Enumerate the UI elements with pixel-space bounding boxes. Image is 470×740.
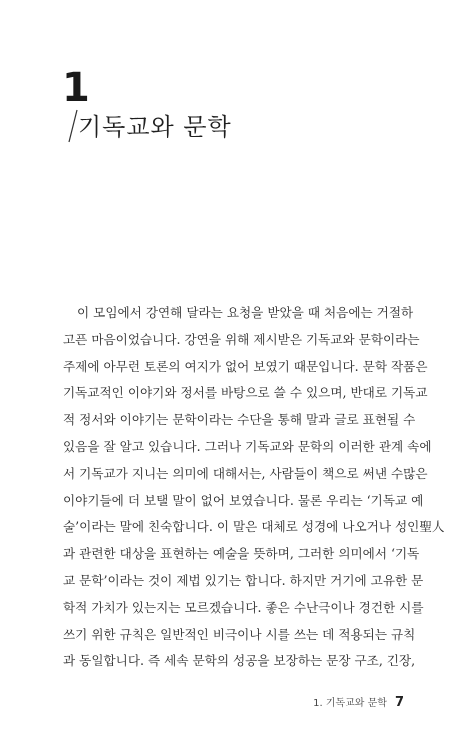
body-line: 과 동일합니다. 즉 세속 문학의 성공을 보장하는 문장 구조, 긴장,: [63, 653, 416, 669]
body-line: 학적 가치가 있는지는 모르겠습니다. 좋은 수난극이나 경건한 시를: [63, 599, 424, 615]
page-number: 7: [394, 695, 404, 710]
body-line: 기독교적인 이야기와 정서를 바탕으로 쓸 수 있으며, 반대로 기독교: [63, 385, 428, 401]
body-line: 술’이라는 말에 친숙합니다. 이 말은 대체로 성경에 나오거나 성인聖人: [63, 519, 445, 535]
body-text: [63, 300, 445, 675]
body-line: 적 정서와 이야기는 문학이라는 수단을 통해 말과 글로 표현될 수: [63, 412, 416, 428]
body-line: 서 기독교가 지니는 의미에 대해서는, 사람들이 책으로 써낸 수많은: [63, 465, 428, 481]
body-line: 고픈 마음이었습니다. 강연을 위해 제시받은 기독교와 문학이라는: [63, 331, 420, 347]
body-line: 교 문학’이라는 것이 제법 있기는 합니다. 하지만 거기에 고유한 문: [63, 572, 424, 588]
body-line: 쓰기 위한 규칙은 일반적인 비극이나 시를 쓰는 데 적용되는 규칙: [63, 626, 416, 642]
body-line: 과 관련한 대상을 표현하는 예술을 뜻하며, 그러한 의미에서 ‘기독: [63, 546, 420, 562]
body-line: 이야기들에 더 보탤 말이 없어 보였습니다. 물론 우리는 ‘기독교 예: [63, 492, 424, 508]
running-footer: [313, 694, 404, 710]
body-line: 있음을 잘 알고 있습니다. 그러나 기독교와 문학의 이러한 관계 속에: [63, 438, 432, 454]
body-line: 주제에 아무런 토론의 여지가 없어 보였기 때문입니다. 문학 작품은: [63, 358, 428, 374]
running-head: 1. 기독교와 문학: [313, 698, 387, 709]
chapter-number: 1: [62, 65, 88, 111]
body-line: 이 모임에서 강연해 달라는 요청을 받았을 때 처음에는 거절하: [77, 305, 414, 320]
chapter-title: 기독교와 문학: [78, 113, 232, 141]
